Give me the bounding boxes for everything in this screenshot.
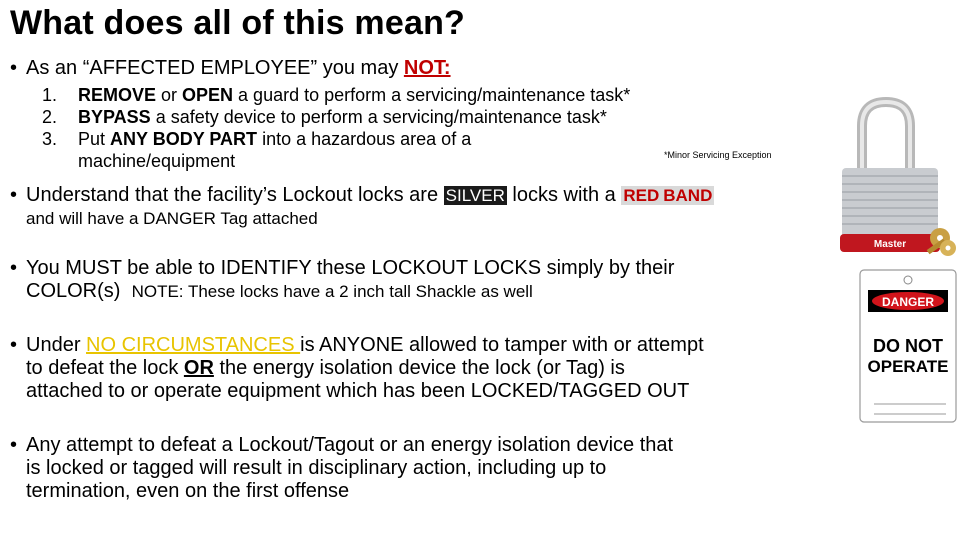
list-text-continued: machine/equipment xyxy=(78,151,236,171)
bullet-affected-employee xyxy=(10,57,451,80)
red-highlight: RED xyxy=(623,186,660,205)
bullet-text-continued: and will have a DANGER Tag attached xyxy=(26,209,318,228)
tag-line-2: OPERATE xyxy=(867,357,949,376)
bullet-lock-colors xyxy=(10,184,714,230)
prohibited-actions-list xyxy=(42,84,630,172)
list-text: a safety device to perform a servicing/maintenance task* xyxy=(150,107,607,127)
bullet-dot: • xyxy=(10,257,18,279)
bullet-text-continued: COLOR(s) xyxy=(26,280,121,302)
bullet-text: You MUST be able to IDENTIFY these LOCKOUT LOCKS simply by their xyxy=(26,257,675,279)
bullet-dot: • xyxy=(10,434,18,456)
list-keyword: OPEN xyxy=(182,85,234,105)
tag-header: DANGER xyxy=(881,295,935,309)
bullet-identify-locks xyxy=(10,257,674,303)
bullet-text-continued: the energy isolation device the lock (or Tag) is xyxy=(213,357,625,379)
bullet-text: Under xyxy=(26,334,87,356)
list-keyword: ANY BODY PART xyxy=(110,129,258,149)
band-highlight: BAND xyxy=(663,186,713,205)
shackle-note: NOTE: These locks have a 2 inch tall Shackle as well xyxy=(131,282,533,301)
tag-line-1: DO NOT xyxy=(873,336,943,356)
list-item xyxy=(42,106,630,128)
bullet-dot: • xyxy=(10,184,18,206)
padlock-brand-label: Master xyxy=(873,239,907,250)
slide-title: What does all of this mean? xyxy=(10,4,466,42)
bullet-text-continued: to defeat the lock xyxy=(26,357,184,379)
danger-tag-image xyxy=(838,266,960,426)
list-item xyxy=(42,128,630,172)
list-number: 3. xyxy=(42,129,58,149)
not-emphasis: NOT: xyxy=(403,57,451,79)
bullet-text: Understand that the facility’s Lockout locks are xyxy=(26,184,444,206)
no-circumstances-emphasis: NO CIRCUMSTANCES xyxy=(86,334,301,356)
list-keyword: REMOVE xyxy=(78,85,157,105)
padlock-image xyxy=(838,96,960,264)
list-number: 1. xyxy=(42,85,58,105)
minor-servicing-note: *Minor Servicing Exception xyxy=(664,150,772,160)
list-text: or xyxy=(156,85,183,105)
bullet-text: Any attempt to defeat a Lockout/Tagout or an energy isolation device that xyxy=(26,434,674,456)
bullet-text-continued: is locked or tagged will result in disciplinary action, including up to xyxy=(26,457,607,479)
bullet-no-tampering xyxy=(10,334,704,403)
list-keyword: BYPASS xyxy=(78,107,151,127)
list-text: Put xyxy=(78,129,111,149)
list-item xyxy=(42,84,630,106)
bullet-text: locks with a xyxy=(506,184,622,206)
bullet-disciplinary-action xyxy=(10,434,673,503)
list-text: into a hazardous area of a xyxy=(257,129,472,149)
silver-highlight: SILVER xyxy=(445,186,505,205)
bullet-text-continued: attached to or operate equipment which has been LOCKED/TAGGED OUT xyxy=(26,380,690,402)
list-number: 2. xyxy=(42,107,58,127)
bullet-text: is ANYONE allowed to tamper with or attempt xyxy=(300,334,704,356)
bullet-text: As an “AFFECTED EMPLOYEE” you may xyxy=(26,57,404,79)
bullet-dot: • xyxy=(10,334,18,356)
bullet-text-continued: termination, even on the first offense xyxy=(26,480,350,502)
or-emphasis: OR xyxy=(183,357,214,379)
bullet-dot: • xyxy=(10,57,18,79)
list-text: a guard to perform a servicing/maintenance task* xyxy=(233,85,631,105)
